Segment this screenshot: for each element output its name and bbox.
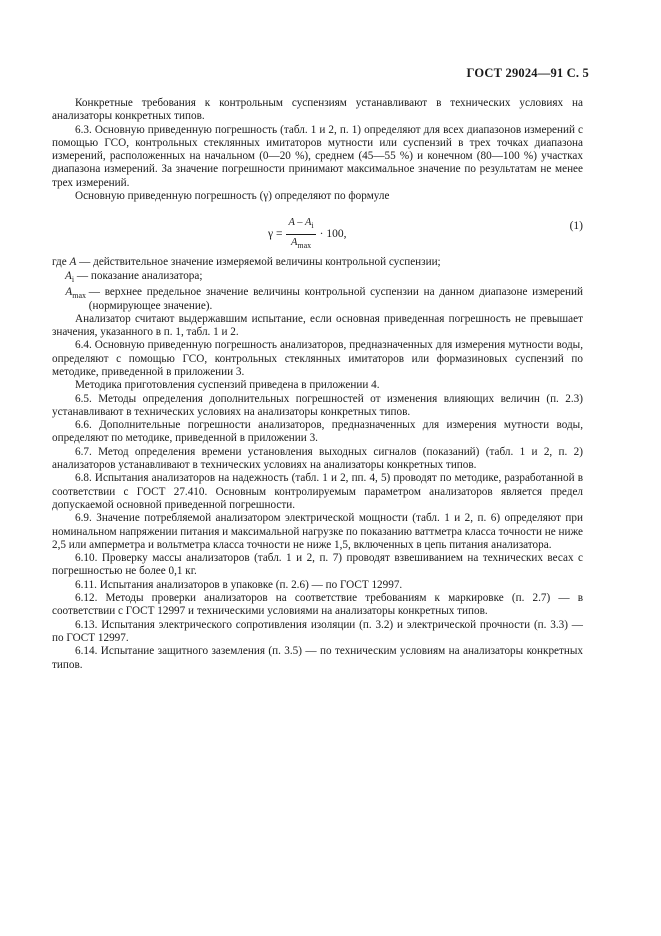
formula-rhs: · 100, [319,227,347,240]
definition-text: — действительное значение измеряемой величины контрольной суспензии; [79,256,441,269]
formula-lhs: γ = [268,227,283,240]
definition-item [52,270,583,287]
paragraph: Конкретные требования к контрольным суспензиям устанавливают в технических условиях на анализаторы конкретных типов. [52,97,583,123]
paragraph: 6.11. Испытания анализаторов в упаковке (п. 2.6) — по ГОСТ 12997. [75,578,403,591]
paragraph: 6.9. Значение потребляемой анализатором электрической мощности (табл. 1 и 2, п. 6) определяют при номинальном напряжении питания и максимальной нагрузке по показанию ваттметра класса точности не ниже 2,5 или амперметра и вольтметра класса точности не ниже 1,5, включенных в цепь питания анализатора. [52,512,584,551]
definitions-list [52,256,583,312]
definitions-intro: где [52,256,67,269]
formula-denominator: $A_{max}$ [290,236,312,250]
paragraph: 6.6. Дополнительные погрешности анализаторов, предназначенных для измерения мутности воды, определяют по методике, приведенной в приложении 3. [52,419,583,445]
paragraph: Основную приведенную погрешность (γ) определяют по формуле [75,190,390,203]
definition-symbol: $A_i$ [65,269,75,284]
definition-text: — показание анализатора; [76,269,203,282]
definition-symbol: $A_{max}$ [65,286,86,301]
formula-numerator: A – $A_i$ [286,216,315,234]
paragraph: Методика приготовления суспензий приведена в приложении 4. [75,379,380,392]
paragraph: 6.10. Проверку массы анализаторов (табл. 1 и 2, п. 7) проводят взвешиванием на технических весах с погрешностью не более 0,1 кг. [52,552,583,578]
definition-symbol: A [69,256,77,269]
paragraph: 6.4. Основную приведенную погрешность анализаторов, предназначенных для измерения мутности воды, определяют с помощью ГСО, контрольных стеклянных имитаторов или формазиновых суспензий по методике, приведенной в приложении 3. [52,339,583,378]
formula [268,216,346,252]
paragraph: 6.7. Метод определения времени установления выходных сигналов (показаний) (табл. 1 и 2, п. 2) анализаторов устанавливают в технических условиях на анализаторы конкретных типов. [52,445,583,472]
page-header: ГОСТ 29024—91 С. 5 [466,66,589,80]
paragraph: Анализатор считают выдержавшим испытание, если основная приведенная погрешность не превышает значения, указанного в п. 1, табл. 1 и 2. [52,312,583,339]
paragraph: 6.8. Испытания анализаторов на надежность (табл. 1 и 2, пп. 4, 5) проводят по методике, разработанной в соответствии с ГОСТ 27.410. Основным контролируемым параметром анализаторов является предел допускаемой основной приведенной погрешности. [52,472,583,511]
paragraph: 6.3. Основную приведенную погрешность (табл. 1 и 2, п. 1) определяют для всех диапазонов измерений с помощью ГСО, контрольных стеклянных имитаторов мутности или суспензий в трех точках диапазона измерений, расположенных на начальном (0—20 %), среднем (45—55 %) и конечном (80—100 %) участках диапазона измерений. За значение погрешности принимают максимальное значение по результатам не менее трех измерений. [52,123,583,189]
formula-fraction [286,216,315,252]
equation-number: (1) [569,220,583,233]
formula-block [52,210,583,252]
definition-item [52,286,583,313]
paragraph: 6.13. Испытания электрического сопротивления изоляции (п. 3.2) и электрической прочности (п. 3.3) — по ГОСТ 12997. [52,618,583,644]
document-body [52,97,583,672]
definition-text: — верхнее предельное значение величины контрольной суспензии на данном диапазоне измерений (нормирующее значение). [88,286,583,312]
paragraph: 6.14. Испытание защитного заземления (п. 3.5) — по техническим условиям на анализаторы конкретных типов. [52,645,583,671]
paragraph: 6.5. Методы определения дополнительных погрешностей от изменения влияющих величин (п. 2.3) устанавливают в технических условиях на анализаторы конкретных типов. [52,392,583,418]
definition-item [52,256,583,269]
paragraph: 6.12. Методы проверки анализаторов на соответствие требованиям к маркировке (п. 2.7) — в соответствии с ГОСТ 12997 и техническими условиями на анализаторы конкретных типов. [52,592,583,618]
